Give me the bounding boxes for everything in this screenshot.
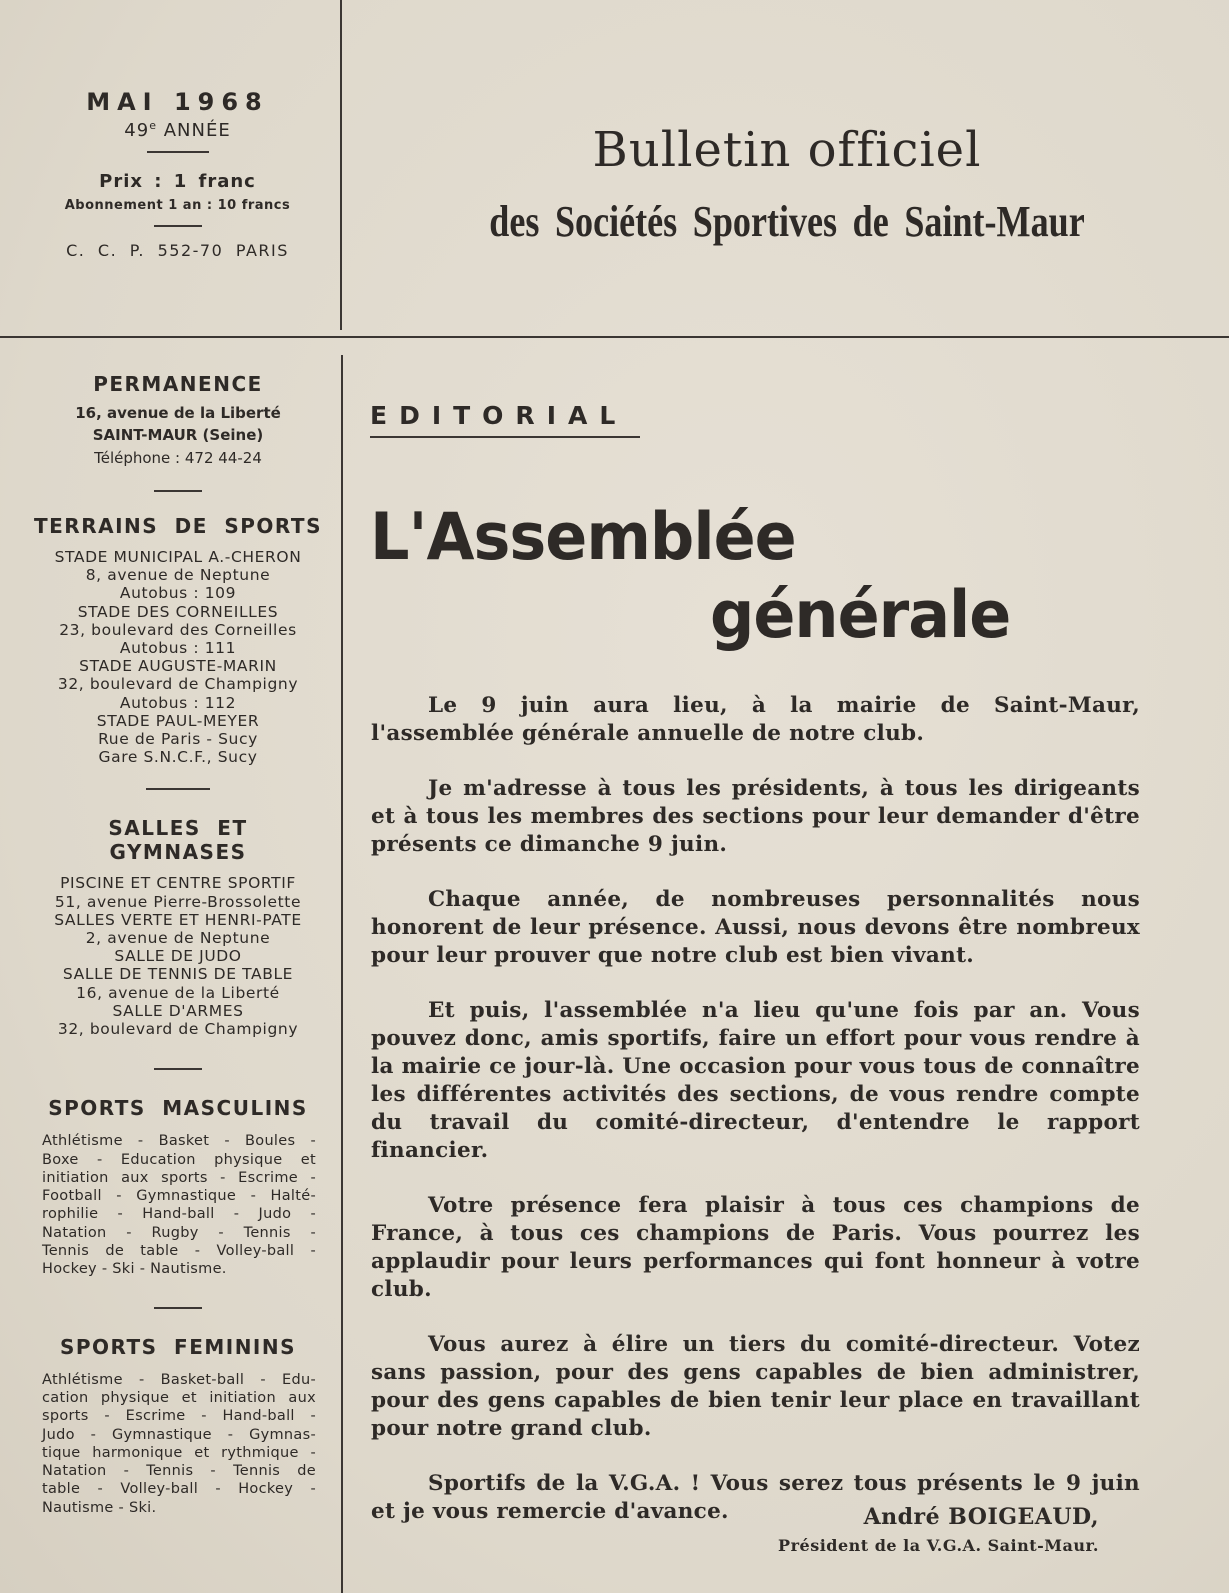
list-item: 16, avenue de la Liberté xyxy=(76,983,280,1002)
paragraph: Sportifs de la V.G.A. ! Vous serez tous présents le 9 juin et je vous remercie d'avance. xyxy=(371,1471,1140,1524)
paragraph: Vous aurez à élire un tiers du comité-directeur. Votez sans passion, pour des gens capables de bien administrer, pour des gens capables de bien tenir leur place en travaillant pour notre grand club. xyxy=(371,1332,1140,1441)
list-item: Autobus : 109 xyxy=(119,584,237,603)
address-line: SAINT-MAUR (Seine) xyxy=(92,426,264,444)
feminins-section xyxy=(34,1335,322,1517)
signature xyxy=(778,1504,1099,1555)
list-line: sports - Escrime - Hand-ball - xyxy=(42,1408,316,1425)
list-item: 51, avenue Pierre-Brossolette xyxy=(54,892,302,911)
divider xyxy=(154,490,202,492)
address-line: 16, avenue de la Liberté xyxy=(75,404,281,422)
terrains-list xyxy=(34,548,322,766)
divider xyxy=(146,788,210,790)
list-item: STADE DES CORNEILLES xyxy=(77,602,279,621)
list-item: 2, avenue de Neptune xyxy=(85,929,271,948)
salles-heading: SALLES ET GYMNASES xyxy=(108,816,248,865)
list-item: 32, boulevard de Champigny xyxy=(57,675,299,694)
paragraph: Le 9 juin aura lieu, à la mairie de Saint-Maur, l'assemblée générale annuelle de notre club. xyxy=(371,693,1140,746)
list-item: SALLE D'ARMES xyxy=(112,1001,244,1020)
paragraph: Je m'adresse à tous les présidents, à tous les dirigeants et à tous les membres des sections pour leur demander d'être présents ce dimanche 9 juin. xyxy=(371,776,1140,857)
header-rule xyxy=(0,336,1229,338)
permanence-heading: PERMANENCE xyxy=(93,372,263,396)
masculins-list xyxy=(34,1132,322,1278)
paragraph: Votre présence fera plaisir à tous ces champions de France, à tous ces champions de Paris. Vous pourrez les applaudir pour leurs performances qui font honneur à votre club. xyxy=(371,1193,1140,1302)
editorial-label: EDITORIAL xyxy=(370,401,628,430)
divider xyxy=(147,151,209,153)
list-item: STADE AUGUSTE-MARIN xyxy=(79,657,277,676)
terrains-heading: TERRAINS DE SPORTS xyxy=(34,514,322,538)
list-line: initiation aux sports - Escrime - xyxy=(42,1169,316,1186)
signature-name: André BOIGEAUD, xyxy=(863,1504,1099,1530)
list-line: Natation - Tennis - Tennis de xyxy=(42,1463,316,1480)
masculins-heading: SPORTS MASCULINS xyxy=(48,1096,308,1121)
terrains-section xyxy=(34,514,322,766)
divider xyxy=(154,1307,202,1309)
bulletin-subtitle: des Sociétés Sportives de Saint-Maur xyxy=(489,197,1085,246)
list-item: Autobus : 111 xyxy=(119,639,237,658)
column-divider xyxy=(341,355,343,1593)
feminins-list xyxy=(34,1371,322,1517)
list-item: Rue de Paris - Sucy xyxy=(98,730,258,749)
signature-role: Président de la V.G.A. Saint-Maur. xyxy=(778,1536,1099,1555)
feminins-heading: SPORTS FEMININS xyxy=(59,1334,297,1359)
salles-section xyxy=(34,816,322,1038)
masthead-info xyxy=(40,88,315,260)
issue-date: MAI 1968 xyxy=(86,88,269,116)
list-item: STADE MUNICIPAL A.-CHERON xyxy=(54,548,302,566)
ccp: C. C. P. 552-70 PARIS xyxy=(66,241,289,260)
list-item: 8, avenue de Neptune xyxy=(85,566,271,585)
headline-line1: L'Assemblée xyxy=(370,498,796,575)
subscription: Abonnement 1 an : 10 francs xyxy=(64,198,291,213)
salles-list xyxy=(34,874,322,1038)
list-item: 32, boulevard de Champigny xyxy=(57,1020,299,1039)
masculins-section xyxy=(34,1096,322,1278)
list-line: Nautisme - Ski. xyxy=(42,1499,157,1516)
masthead-divider xyxy=(340,0,342,330)
list-line: Hockey - Ski - Nautisme. xyxy=(42,1261,227,1278)
bulletin-title: Bulletin officiel xyxy=(592,122,982,178)
permanence-address xyxy=(34,402,322,446)
list-line: Natation - Rugby - Tennis - xyxy=(42,1224,316,1241)
list-item: SALLES VERTE ET HENRI-PATE xyxy=(54,910,302,929)
divider xyxy=(154,1068,202,1070)
list-item: Gare S.N.C.F., Sucy xyxy=(98,748,258,767)
list-item: Autobus : 112 xyxy=(119,693,237,712)
list-line: Tennis de table - Volley-ball - xyxy=(42,1243,316,1260)
divider xyxy=(154,225,202,227)
list-item: 23, boulevard des Corneilles xyxy=(59,620,297,639)
sidebar xyxy=(34,372,322,1517)
permanence-section xyxy=(34,372,322,470)
list-line: cation physique et initiation aux xyxy=(42,1389,316,1406)
issue-year xyxy=(40,119,315,141)
list-item: SALLE DE TENNIS DE TABLE xyxy=(62,965,294,984)
list-line: Athlétisme - Basket - Boules - xyxy=(42,1133,316,1150)
paragraph: Chaque année, de nombreuses personnalités nous honorent de leur présence. Aussi, nous devons être nombreux pour leur prouver que notre club est bien vivant. xyxy=(371,887,1140,968)
list-line: table - Volley-ball - Hockey - xyxy=(42,1481,316,1498)
list-line: tique harmonique et rythmique - xyxy=(42,1444,316,1461)
year-word: ANNÉE xyxy=(163,120,231,141)
permanence-phone: Téléphone : 472 44-24 xyxy=(94,449,262,467)
list-line: Boxe - Education physique et xyxy=(42,1151,316,1168)
list-line: Football - Gymnastique - Halté- xyxy=(42,1188,316,1205)
price: Prix : 1 franc xyxy=(99,171,256,192)
list-item: PISCINE ET CENTRE SPORTIF xyxy=(60,874,296,893)
headline-line2: générale xyxy=(710,576,1011,653)
paragraph: Et puis, l'assemblée n'a lieu qu'une fois par an. Vous pouvez donc, amis sportifs, faire un effort pour vous rendre à la mairie ce jour-là. Une occasion pour vous tous de connaître les différentes activités des sections, de vous rendre compte du travail du comité-directeur, d'entendre le rapport financier. xyxy=(371,998,1140,1163)
editorial-body xyxy=(371,692,1140,1553)
editorial-underline xyxy=(370,436,640,438)
list-item: SALLE DE JUDO xyxy=(114,947,242,966)
list-line: Judo - Gymnastique - Gymnas- xyxy=(42,1426,316,1443)
list-line: rophilie - Hand-ball - Judo - xyxy=(42,1206,316,1223)
year-superscript: e xyxy=(149,119,157,132)
list-item: STADE PAUL-MEYER xyxy=(96,711,260,730)
year-number: 49 xyxy=(124,120,150,141)
list-line: Athlétisme - Basket-ball - Edu- xyxy=(42,1371,316,1388)
